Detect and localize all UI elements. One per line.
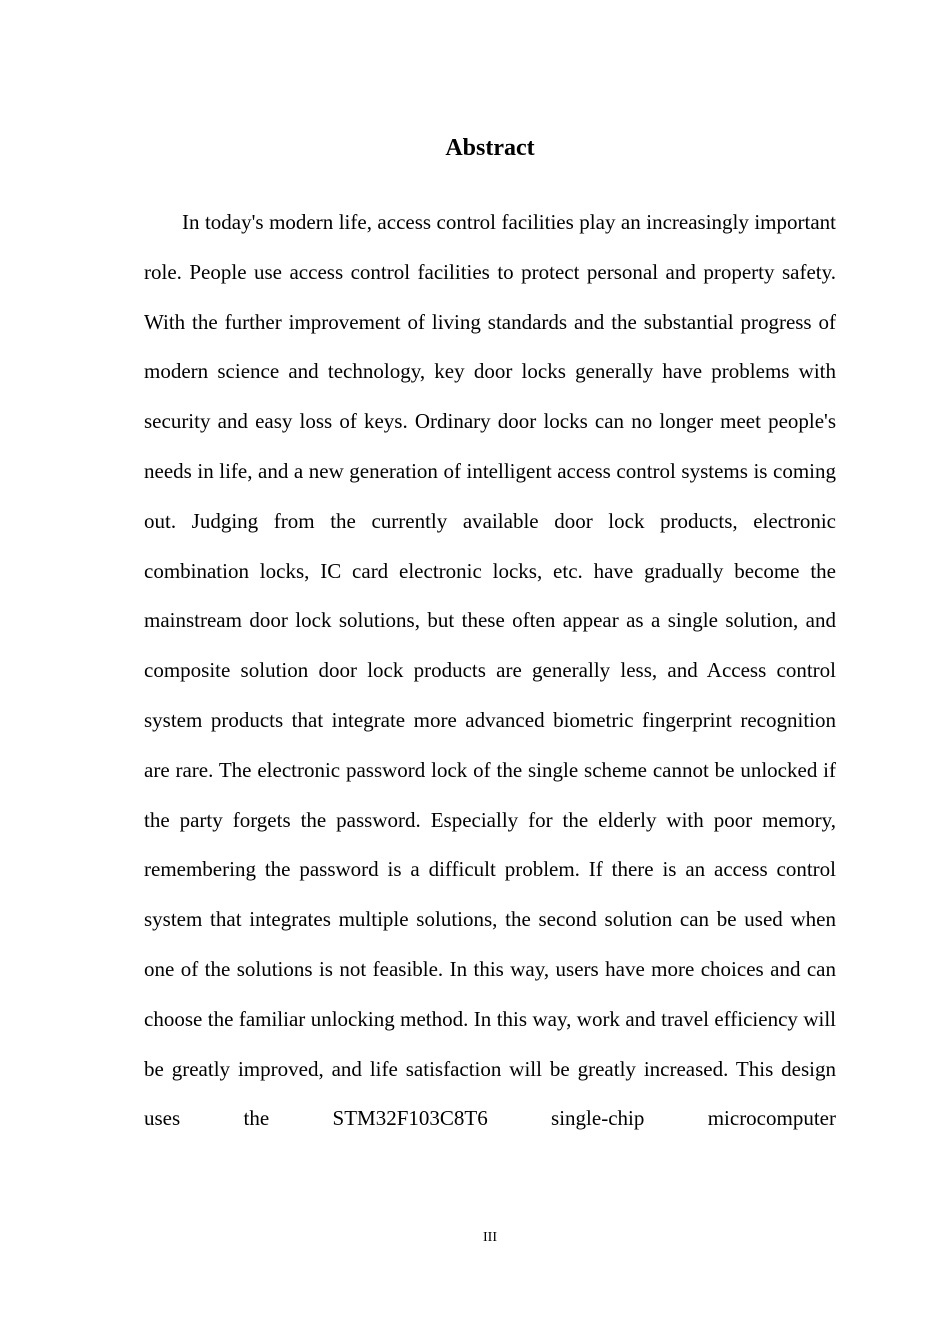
- abstract-title: Abstract: [445, 135, 535, 161]
- abstract-body-paragraph: In today's modern life, access control facilities play an increasingly important role. People use access control facilities to protect personal and property safety. With the further improvement of living standards and the substantial progress of modern science and technology, key door locks generally have problems with security and easy loss of keys. Ordinary door locks can no longer meet people's needs in life, and a new generation of intelligent access control systems is coming out. Judging from the currently available door lock products, electronic combination locks, IC card electronic locks, etc. have gradually become the mainstream door lock solutions, but these often appear as a single solution, and composite solution door lock products are generally less, and Access control system products that integrate more advanced biometric fingerprint recognition are rare. The electronic password lock of the single scheme cannot be unlocked if the party forgets the password. Especially for the elderly with poor memory, remembering the password is a difficult problem. If there is an access control system that integrates multiple solutions, the second solution can be used when one of the solutions is not feasible. In this way, users have more choices and can choose the familiar unlocking method. In this way, work and travel efficiency will be greatly improved, and life satisfaction will be greatly increased. This design uses the STM32F103C8T6 single-chip microcomputer: [144, 210, 836, 1131]
- page-number: III: [483, 1230, 497, 1245]
